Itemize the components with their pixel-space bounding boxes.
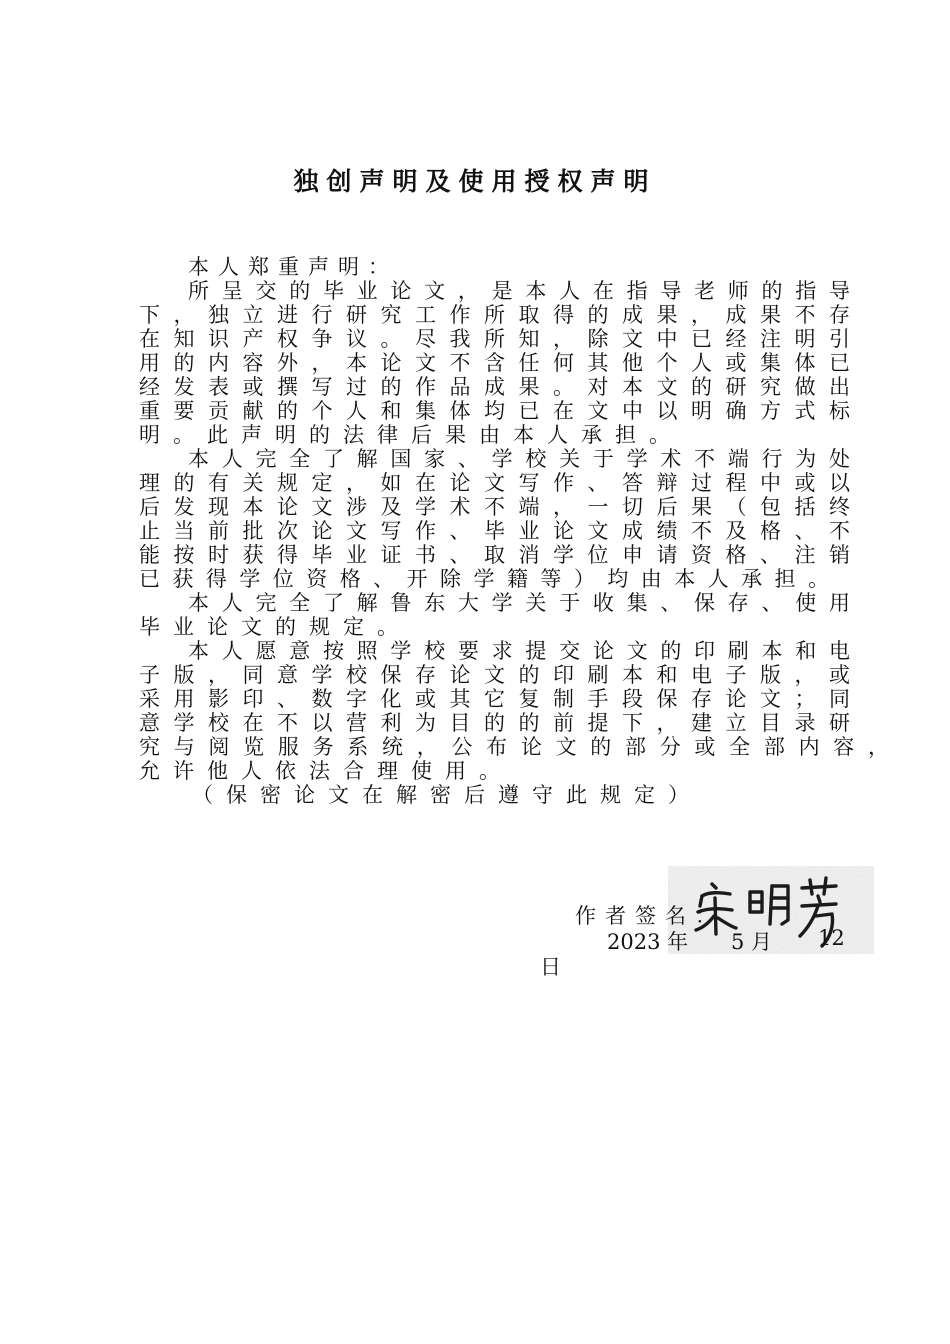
date-year: 2023 年 <box>607 930 689 954</box>
paragraph-line: 后发现本论文涉及学术不端，一切后果（包括终 <box>139 495 850 519</box>
paragraph-line: 用的内容外，本论文不含任何其他个人或集体已 <box>139 351 850 375</box>
paragraph-line: 所呈交的毕业论文，是本人在指导老师的指导 <box>188 279 850 303</box>
paragraph-line: 意学校在不以营利为目的的前提下，建立目录研 <box>139 711 850 735</box>
paragraph-line: 明。此声明的法律后果由本人承担。 <box>139 423 683 447</box>
paragraph-line: 能按时获得毕业证书、取消学位申请资格、注销 <box>139 543 850 567</box>
paragraph-line: 子版，同意学校保存论文的印刷本和电子版，或 <box>139 663 850 687</box>
paragraph-line: 本人愿意按照学校要求提交论文的印刷本和电 <box>188 639 850 663</box>
paragraph-line: 止当前批次论文写作、毕业论文成绩不及格、不 <box>139 519 850 543</box>
paragraph-line: 在知识产权争议。尽我所知，除文中已经注明引 <box>139 327 850 351</box>
date-day-unit: 日 <box>540 955 561 979</box>
paragraph-line: 经发表或撰写过的作品成果。对本文的研究做出 <box>139 375 850 399</box>
paragraph-line: 采用影印、数字化或其它复制手段保存论文；同 <box>139 687 850 711</box>
date-month: 5 月 <box>731 930 773 954</box>
paragraph-line: 本人完全了解国家、学校关于学术不端行为处 <box>188 447 850 471</box>
declaration-intro: 本人郑重声明： <box>188 255 398 279</box>
paragraph-line: 毕业论文的规定。 <box>139 615 411 639</box>
paragraph-line: 重要贡献的个人和集体均已在文中以明确方式标 <box>139 399 850 423</box>
paragraph-line: 下，独立进行研究工作所取得的成果，成果不存 <box>139 303 850 327</box>
confidential-note: （保密论文在解密后遵守此规定） <box>192 783 702 807</box>
paragraph-line: 究与阅览服务系统，公布论文的部分或全部内容， <box>139 735 889 759</box>
signature-label: 作者签名： <box>575 904 725 928</box>
date-day: 12 <box>818 926 845 950</box>
paragraph-line: 理的有关规定，如在论文写作、答辩过程中或以 <box>139 471 850 495</box>
paragraph-line: 允许他人依法合理使用。 <box>139 759 513 783</box>
paragraph-line: 本人完全了解鲁东大学关于收集、保存、使用 <box>188 591 850 615</box>
page-title: 独创声明及使用授权声明 <box>293 167 657 196</box>
paragraph-line: 已获得学位资格、开除学籍等）均由本人承担。 <box>139 567 829 591</box>
